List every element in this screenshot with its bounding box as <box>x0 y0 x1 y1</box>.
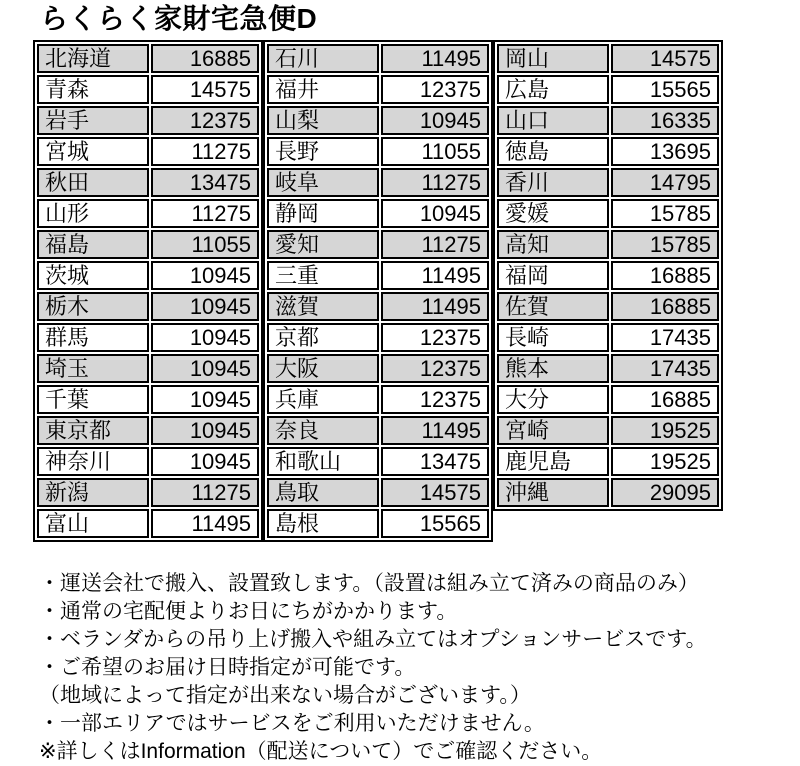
table-row <box>497 137 719 166</box>
price-cell: 14575 <box>151 75 259 104</box>
prefecture-cell: 北海道 <box>37 44 149 73</box>
prefecture-cell: 鳥取 <box>267 478 379 507</box>
table-row <box>267 416 489 445</box>
prefecture-cell: 長野 <box>267 137 379 166</box>
price-cell: 13475 <box>381 447 489 476</box>
price-cell: 10945 <box>151 447 259 476</box>
table-row <box>37 168 259 197</box>
table-row <box>497 478 719 507</box>
table-row <box>497 323 719 352</box>
price-cell: 11495 <box>151 509 259 538</box>
price-cell: 11055 <box>381 137 489 166</box>
table-row <box>267 168 489 197</box>
prefecture-cell: 高知 <box>497 230 609 259</box>
rate-table-group-3 <box>493 40 723 511</box>
price-cell: 13475 <box>151 168 259 197</box>
price-cell: 14575 <box>381 478 489 507</box>
price-cell: 10945 <box>151 354 259 383</box>
price-cell: 12375 <box>381 354 489 383</box>
table-row <box>267 230 489 259</box>
table-row <box>37 261 259 290</box>
table-row <box>497 261 719 290</box>
table-row <box>267 137 489 166</box>
table-row <box>37 75 259 104</box>
prefecture-cell: 長崎 <box>497 323 609 352</box>
table-row <box>497 106 719 135</box>
price-cell: 12375 <box>151 106 259 135</box>
price-cell: 11275 <box>381 230 489 259</box>
prefecture-cell: 福岡 <box>497 261 609 290</box>
note-line: ・一部エリアではサービスをご利用いただけません。 <box>39 712 545 735</box>
table-row <box>37 323 259 352</box>
table-row <box>37 230 259 259</box>
price-cell: 10945 <box>151 292 259 321</box>
note-line: （地域によって指定が出来ない場合がございます。） <box>39 684 531 707</box>
table-row <box>267 385 489 414</box>
prefecture-cell: 青森 <box>37 75 149 104</box>
price-cell: 15785 <box>611 230 719 259</box>
prefecture-cell: 岩手 <box>37 106 149 135</box>
table-row <box>497 168 719 197</box>
prefecture-cell: 島根 <box>267 509 379 538</box>
table-row <box>267 261 489 290</box>
prefecture-cell: 宮崎 <box>497 416 609 445</box>
prefecture-cell: 京都 <box>267 323 379 352</box>
table-row <box>267 75 489 104</box>
table-row <box>497 416 719 445</box>
table-row <box>497 385 719 414</box>
table-row <box>497 447 719 476</box>
table-row <box>267 447 489 476</box>
price-cell: 11275 <box>151 137 259 166</box>
price-cell: 15565 <box>611 75 719 104</box>
prefecture-cell: 沖縄 <box>497 478 609 507</box>
table-row <box>497 75 719 104</box>
prefecture-cell: 岐阜 <box>267 168 379 197</box>
prefecture-cell: 香川 <box>497 168 609 197</box>
prefecture-cell: 愛知 <box>267 230 379 259</box>
table-row <box>37 106 259 135</box>
prefecture-cell: 群馬 <box>37 323 149 352</box>
price-cell: 15565 <box>381 509 489 538</box>
note-line: ・運送会社で搬入、設置致します。（設置は組み立て済みの商品のみ） <box>39 572 699 595</box>
table-row <box>37 199 259 228</box>
prefecture-cell: 石川 <box>267 44 379 73</box>
table-row <box>37 509 259 538</box>
table-row <box>37 44 259 73</box>
prefecture-cell: 宮城 <box>37 137 149 166</box>
price-cell: 12375 <box>381 75 489 104</box>
prefecture-cell: 広島 <box>497 75 609 104</box>
table-row <box>37 416 259 445</box>
prefecture-cell: 秋田 <box>37 168 149 197</box>
price-cell: 16885 <box>611 261 719 290</box>
price-cell: 16885 <box>611 292 719 321</box>
rate-table-group-1 <box>33 40 263 542</box>
shipping-rate-table <box>33 40 800 542</box>
price-cell: 10945 <box>151 416 259 445</box>
prefecture-cell: 岡山 <box>497 44 609 73</box>
note-line: ・ご希望のお届け日時指定が可能です。 <box>39 656 416 679</box>
price-cell: 16885 <box>611 385 719 414</box>
prefecture-cell: 山口 <box>497 106 609 135</box>
price-cell: 29095 <box>611 478 719 507</box>
prefecture-cell: 鹿児島 <box>497 447 609 476</box>
service-notes <box>39 570 800 766</box>
table-row <box>37 292 259 321</box>
prefecture-cell: 福井 <box>267 75 379 104</box>
prefecture-cell: 熊本 <box>497 354 609 383</box>
note-line: ・ベランダからの吊り上げ搬入や組み立てはオプションサービスです。 <box>39 628 707 651</box>
price-cell: 14575 <box>611 44 719 73</box>
table-row <box>497 199 719 228</box>
prefecture-cell: 愛媛 <box>497 199 609 228</box>
prefecture-cell: 神奈川 <box>37 447 149 476</box>
price-cell: 10945 <box>151 261 259 290</box>
prefecture-cell: 新潟 <box>37 478 149 507</box>
price-cell: 17435 <box>611 354 719 383</box>
price-cell: 10945 <box>151 385 259 414</box>
prefecture-cell: 奈良 <box>267 416 379 445</box>
prefecture-cell: 兵庫 <box>267 385 379 414</box>
table-row <box>267 509 489 538</box>
price-cell: 16885 <box>151 44 259 73</box>
price-cell: 13695 <box>611 137 719 166</box>
prefecture-cell: 栃木 <box>37 292 149 321</box>
price-cell: 11495 <box>381 261 489 290</box>
note-line: ※詳しくはInformation（配送について）でご確認ください。 <box>39 740 603 763</box>
table-row <box>37 447 259 476</box>
price-cell: 11275 <box>381 168 489 197</box>
table-row <box>267 199 489 228</box>
table-row <box>37 354 259 383</box>
prefecture-cell: 大分 <box>497 385 609 414</box>
table-row <box>37 385 259 414</box>
price-cell: 12375 <box>381 323 489 352</box>
prefecture-cell: 三重 <box>267 261 379 290</box>
prefecture-cell: 佐賀 <box>497 292 609 321</box>
price-cell: 10945 <box>151 323 259 352</box>
price-cell: 11275 <box>151 199 259 228</box>
prefecture-cell: 和歌山 <box>267 447 379 476</box>
prefecture-cell: 東京都 <box>37 416 149 445</box>
table-row <box>267 478 489 507</box>
price-cell: 11275 <box>151 478 259 507</box>
table-row <box>267 44 489 73</box>
prefecture-cell: 山梨 <box>267 106 379 135</box>
price-cell: 17435 <box>611 323 719 352</box>
prefecture-cell: 山形 <box>37 199 149 228</box>
price-cell: 12375 <box>381 385 489 414</box>
price-cell: 14795 <box>611 168 719 197</box>
price-cell: 10945 <box>381 106 489 135</box>
price-cell: 11055 <box>151 230 259 259</box>
table-row <box>37 137 259 166</box>
table-row <box>37 478 259 507</box>
prefecture-cell: 茨城 <box>37 261 149 290</box>
rate-table-group-2 <box>263 40 493 542</box>
price-cell: 19525 <box>611 447 719 476</box>
prefecture-cell: 千葉 <box>37 385 149 414</box>
table-row <box>497 44 719 73</box>
table-row <box>497 292 719 321</box>
prefecture-cell: 静岡 <box>267 199 379 228</box>
prefecture-cell: 徳島 <box>497 137 609 166</box>
price-cell: 15785 <box>611 199 719 228</box>
prefecture-cell: 滋賀 <box>267 292 379 321</box>
price-cell: 10945 <box>381 199 489 228</box>
prefecture-cell: 大阪 <box>267 354 379 383</box>
price-cell: 11495 <box>381 416 489 445</box>
page-title: らくらく家財宅急便D <box>40 3 318 34</box>
table-row <box>497 230 719 259</box>
table-row <box>267 106 489 135</box>
price-cell: 11495 <box>381 292 489 321</box>
table-row <box>267 323 489 352</box>
price-cell: 19525 <box>611 416 719 445</box>
price-cell: 16335 <box>611 106 719 135</box>
prefecture-cell: 埼玉 <box>37 354 149 383</box>
table-row <box>267 354 489 383</box>
price-cell: 11495 <box>381 44 489 73</box>
table-row <box>497 354 719 383</box>
prefecture-cell: 富山 <box>37 509 149 538</box>
note-line: ・通常の宅配便よりお日にちがかかります。 <box>39 600 458 623</box>
prefecture-cell: 福島 <box>37 230 149 259</box>
table-row <box>267 292 489 321</box>
